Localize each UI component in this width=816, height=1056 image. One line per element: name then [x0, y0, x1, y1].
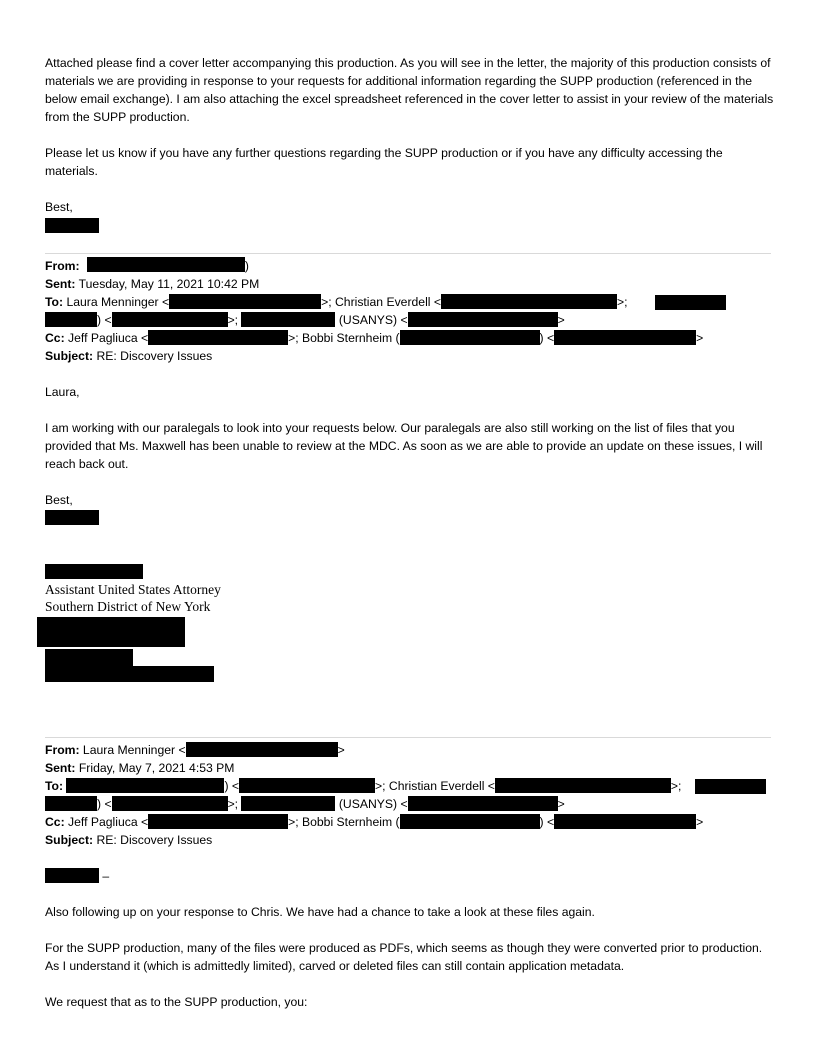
intro-paragraph-1: Attached please find a cover letter accompanying this production. As you will see in the letter, the majority of this production consists of materials we are providing in response to your requests for additional information regarding the SUPP production (referenced in the below email exchange). I am also attaching the excel spreadsheet referenced in the cover letter to assist in your review of the materials from the SUPP production.	[45, 56, 774, 124]
redaction	[112, 312, 228, 327]
email1-signoff: Best,	[45, 493, 73, 507]
cc-text: >; Bobbi Sternheim (	[288, 815, 400, 829]
from-label: From:	[45, 743, 80, 757]
email1-from-line	[45, 257, 249, 275]
redaction	[495, 778, 671, 793]
to-text: (USANYS) <	[338, 797, 408, 811]
redaction	[241, 312, 335, 327]
redaction	[695, 779, 766, 794]
cc-text: ) <	[539, 331, 555, 345]
redaction	[148, 814, 288, 829]
email2-to-line	[45, 777, 681, 795]
to-text: ) <	[224, 779, 239, 793]
to-text: (USANYS) <	[338, 313, 408, 327]
to-text: >	[557, 313, 565, 327]
intro-paragraph-2: Please let us know if you have any further questions regarding the SUPP production or if you have any difficulty accessing the materials.	[45, 146, 723, 178]
sent-value: Tuesday, May 11, 2021 10:42 PM	[78, 277, 260, 291]
from-suffix: >	[337, 743, 345, 757]
cc-label: Cc:	[45, 815, 65, 829]
redaction	[45, 312, 97, 327]
cc-text: >	[696, 815, 704, 829]
sent-label: Sent:	[45, 277, 76, 291]
email2-subject-line	[45, 831, 212, 849]
redaction	[112, 796, 228, 811]
sent-value: Friday, May 7, 2021 4:53 PM	[78, 761, 235, 775]
redaction	[241, 796, 335, 811]
email2-sent-line	[45, 759, 234, 777]
redaction	[400, 814, 540, 829]
email1-to-line-2	[45, 311, 565, 329]
email2-paragraph-1: Also following up on your response to Chris. We have had a chance to take a look at these files again.	[45, 905, 595, 919]
redaction-address	[37, 617, 185, 647]
redaction	[186, 742, 338, 757]
to-text: >	[557, 797, 565, 811]
email1-subject-line	[45, 347, 212, 365]
from-value: Laura Menninger <	[82, 743, 186, 757]
redaction	[554, 814, 696, 829]
email1-to-line	[45, 293, 628, 311]
email-separator	[45, 253, 771, 254]
redaction	[148, 330, 288, 345]
to-text: Laura Menninger <	[66, 295, 170, 309]
redaction	[554, 330, 696, 345]
email2-paragraph-2: For the SUPP production, many of the files were produced as PDFs, which seems as though they were converted prior to production. As I understand it (which is admittedly limited), carved or deleted files can still contain application metadata.	[45, 941, 763, 973]
to-text: >;	[670, 779, 682, 793]
subject-label: Subject:	[45, 833, 94, 847]
to-text: >; Christian Everdell <	[375, 779, 495, 793]
cc-text: ) <	[539, 815, 555, 829]
subject-value: RE: Discovery Issues	[96, 833, 213, 847]
greeting-suffix: –	[99, 869, 110, 883]
redaction	[441, 294, 617, 309]
intro-signoff: Best,	[45, 200, 73, 214]
from-suffix: )	[244, 259, 249, 273]
redaction	[408, 796, 558, 811]
cc-text: >	[696, 331, 704, 345]
email-separator	[45, 737, 771, 738]
redaction	[45, 796, 97, 811]
to-text: >;	[617, 295, 628, 309]
to-text: >;	[227, 313, 239, 327]
redaction	[87, 257, 245, 272]
redaction-name	[45, 564, 143, 579]
signature-title: Assistant United States Attorney	[45, 582, 221, 597]
to-text: >;	[227, 797, 239, 811]
sent-label: Sent:	[45, 761, 76, 775]
email1-sent-line	[45, 275, 259, 293]
email1-greeting: Laura,	[45, 385, 80, 399]
email2-to-line-2	[45, 795, 565, 813]
email1-cc-line	[45, 329, 703, 347]
redaction-email	[45, 666, 214, 682]
redaction	[408, 312, 558, 327]
email1-body: I am working with our paralegals to look into your requests below. Our paralegals are also still working on the list of files that you provided that Ms. Maxwell has been unable to review at the MDC. As soon as we are able to provide an update on these issues, I will reach back out.	[45, 421, 763, 471]
to-text: ) <	[97, 797, 112, 811]
subject-label: Subject:	[45, 349, 94, 363]
redaction	[45, 868, 99, 883]
redaction	[400, 330, 540, 345]
redaction	[655, 295, 726, 310]
signature-office: Southern District of New York	[45, 599, 211, 614]
to-text: >; Christian Everdell <	[321, 295, 441, 309]
redaction	[66, 778, 224, 793]
cc-text: Jeff Pagliuca <	[68, 815, 149, 829]
subject-value: RE: Discovery Issues	[96, 349, 213, 363]
email2-cc-line	[45, 813, 703, 831]
email2-greeting	[45, 867, 109, 885]
cc-label: Cc:	[45, 331, 65, 345]
to-text: ) <	[97, 313, 112, 327]
cc-text: >; Bobbi Sternheim (	[288, 331, 400, 345]
redaction-phone	[45, 649, 133, 666]
redaction	[239, 778, 375, 793]
redaction-signature	[45, 510, 99, 525]
redaction	[169, 294, 321, 309]
from-label: From:	[45, 259, 80, 273]
email2-paragraph-3: We request that as to the SUPP production, you:	[45, 995, 308, 1009]
to-label: To:	[45, 779, 64, 793]
email2-from-line	[45, 741, 345, 759]
redaction-signature	[45, 218, 99, 233]
cc-text: Jeff Pagliuca <	[68, 331, 149, 345]
to-label: To:	[45, 295, 64, 309]
